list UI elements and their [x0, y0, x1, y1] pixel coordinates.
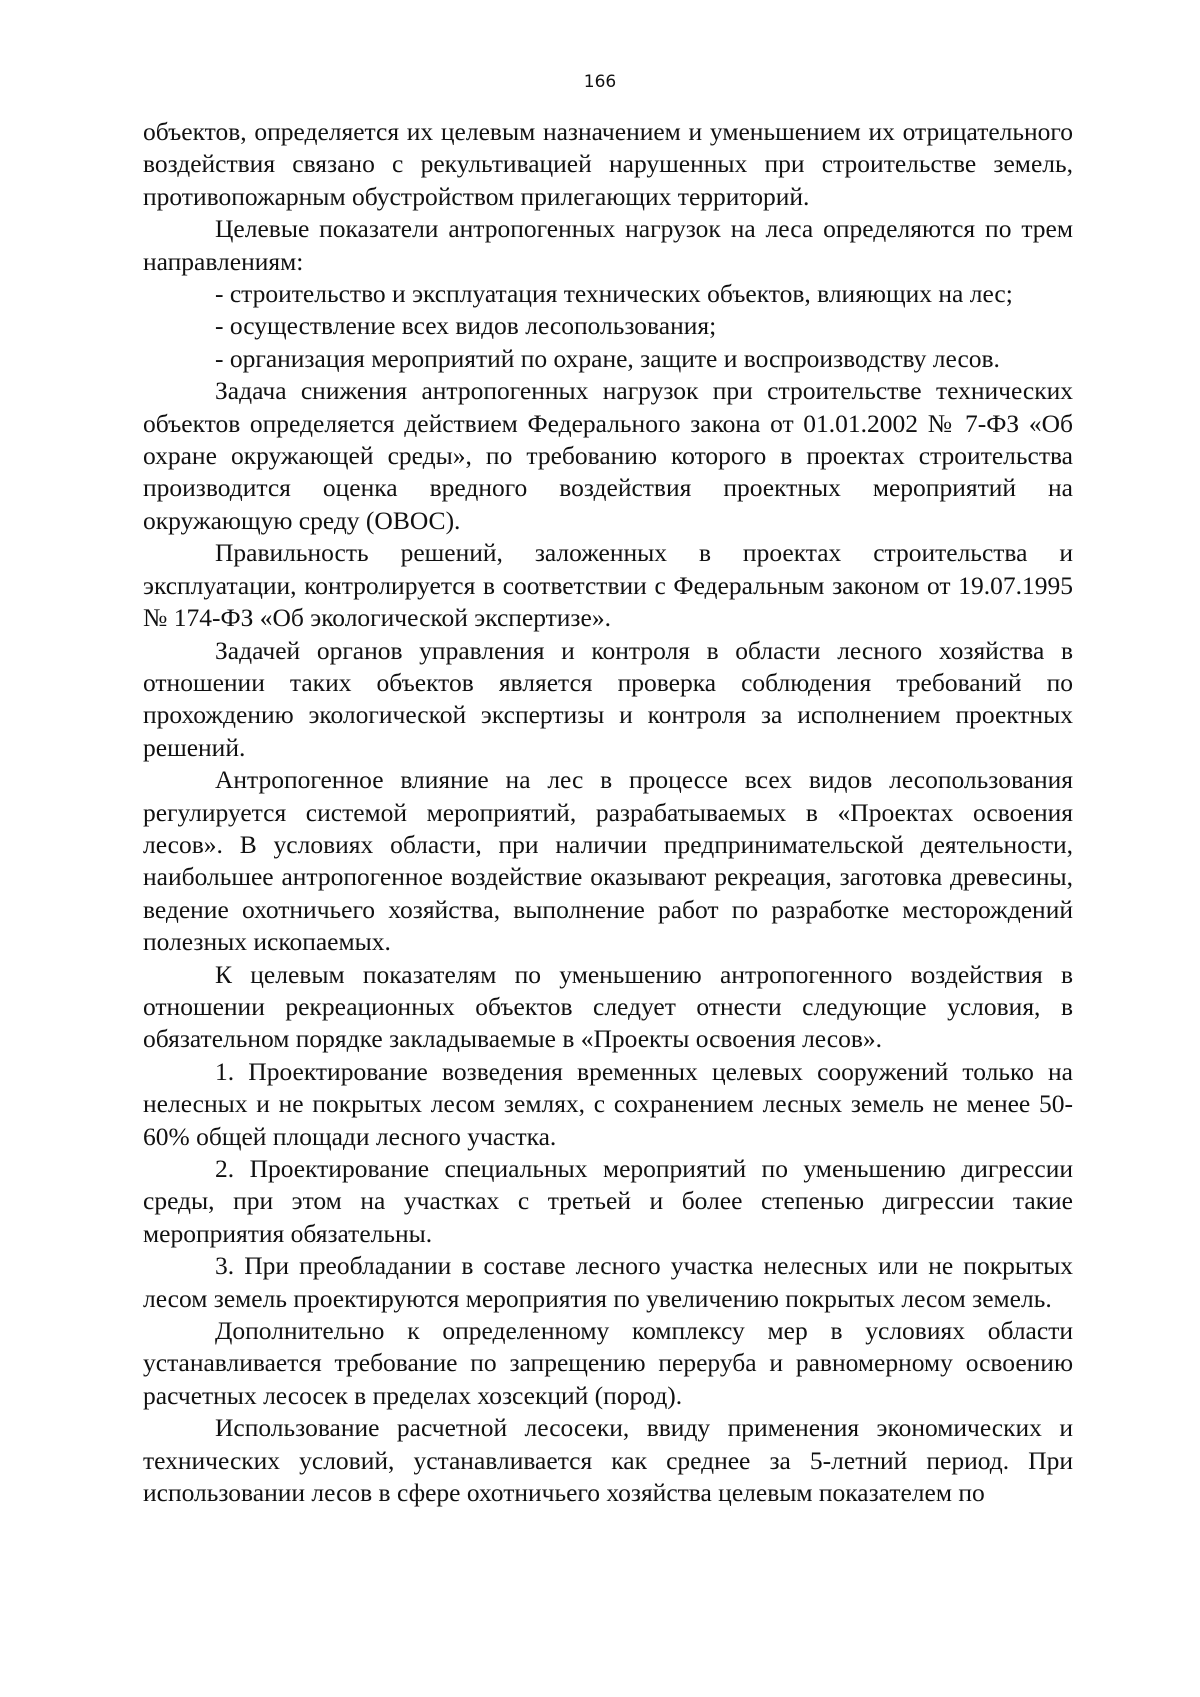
paragraph-10: К целевым показателям по уменьшению антропогенного воздействия в отношении рекреационных объектов следует отнести следующие условия, в обязательном порядке закладываемые в «Проекты освоения лесов».: [143, 959, 1073, 1054]
paragraph-15: Использование расчетной лесосеки, ввиду применения экономических и технических условий, устанавливается как среднее за 5-летний период. При использовании лесов в сфере охотничьего хозяйства целевым показателем по: [143, 1413, 1073, 1508]
page-number: 166: [583, 72, 617, 92]
list-item: - строительство и эксплуатация технических объектов, влияющих на лес;: [215, 279, 1013, 309]
paragraph-1: объектов, определяется их целевым назначением и уменьшением их отрицательного воздействия связано с рекультивацией нарушенных при строительстве земель, противопожарным обустройством прилегающих территорий.: [143, 117, 1073, 211]
numbered-item-1: 1. Проектирование возведения временных целевых сооружений только на нелесных и не покрытых лесом землях, с сохранением лесных земель не менее 50-60% общей площади лесного участка.: [143, 1056, 1073, 1151]
list-item: - осуществление всех видов лесопользования;: [215, 311, 717, 341]
numbered-item-2: 2. Проектирование специальных мероприятий по уменьшению дигрессии среды, при этом на участках с третьей и более степенью дигрессии такие мероприятия обязательны.: [143, 1154, 1073, 1248]
list-item: - организация мероприятий по охране, защите и воспроизводству лесов.: [215, 343, 1000, 373]
paragraph-7: Правильность решений, заложенных в проектах строительства и эксплуатации, контролируется в соответствии с Федеральным законом от 19.07.1995 № 174-ФЗ «Об экологической экспертизе».: [143, 538, 1073, 633]
paragraph-9: Антропогенное влияние на лес в процессе всех видов лесопользования регулируется системой мероприятий, разрабатываемых в «Проектах освоения лесов». В условиях области, при наличии предпринимательской деятельности, наибольшее антропогенное воздействие оказывают рекреация, заготовка древесины, ведение охотничьего хозяйства, выполнение работ по разработке месторождений полезных ископаемых.: [143, 765, 1073, 957]
paragraph-8: Задачей органов управления и контроля в области лесного хозяйства в отношении таких объектов является проверка соблюдения требований по прохождению экологической экспертизы и контроля за исполнением проектных решений.: [143, 635, 1073, 762]
paragraph-2: Целевые показатели антропогенных нагрузок на леса определяются по трем направлениям:: [143, 214, 1073, 276]
numbered-item-3: 3. При преобладании в составе лесного участка нелесных или не покрытых лесом земель проектируются мероприятия по увеличению покрытых лесом земель.: [143, 1251, 1073, 1313]
paragraph-14: Дополнительно к определенному комплексу мер в условиях области устанавливается требование по запрещению переруба и равномерному освоению расчетных лесосек в пределах хозсекций (пород).: [143, 1316, 1073, 1410]
paragraph-6: Задача снижения антропогенных нагрузок при строительстве технических объектов определяется действием Федерального закона от 01.01.2002 № 7-ФЗ «Об охране окружающей среды», по требованию которого в проектах строительства производится оценка вредного воздействия проектных мероприятий на окружающую среду (ОВОС).: [143, 376, 1073, 535]
document-body: [143, 116, 1073, 1509]
